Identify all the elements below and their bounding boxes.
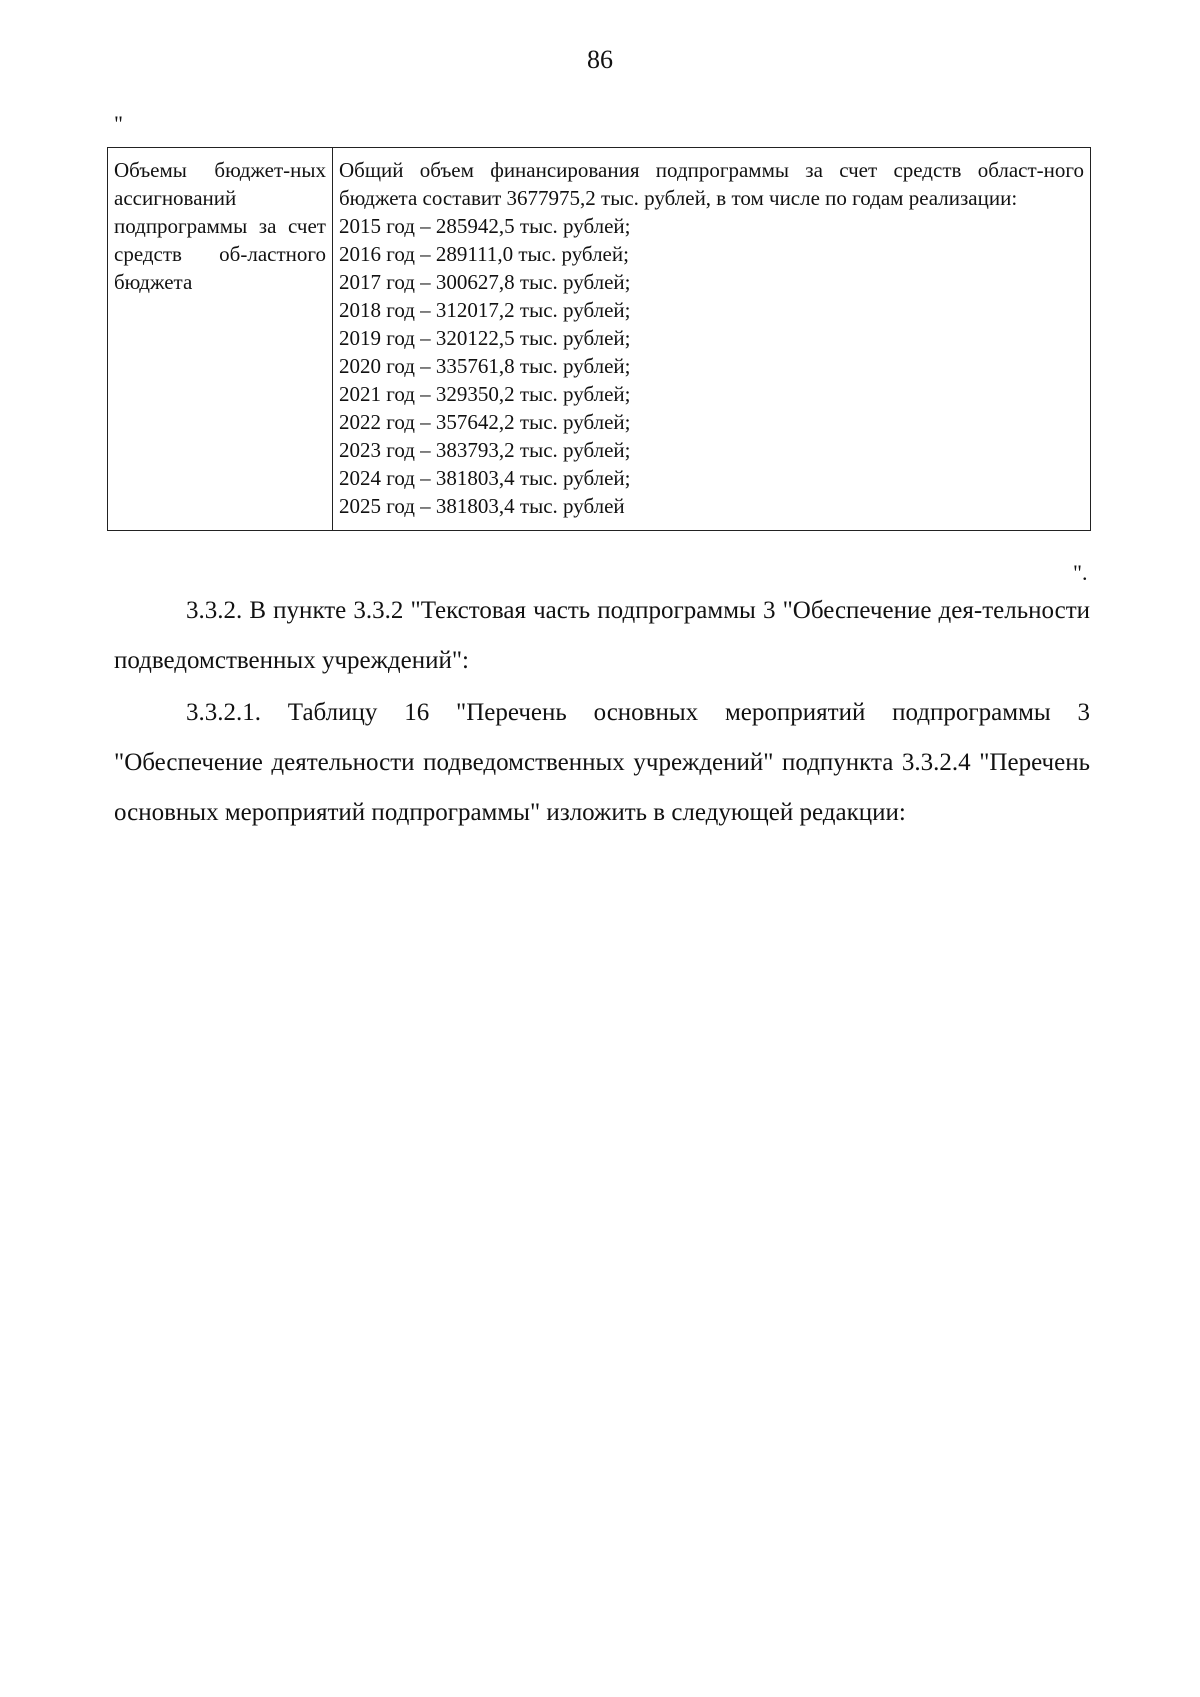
paragraph-3-3-2-1: 3.3.2.1. Таблицу 16 "Перечень основных мероприятий подпрограммы 3 "Обеспечение деятельности подведомственных учреждений" подпункта 3.3.2.4 "Перечень основных мероприятий подпрограммы" изложить в следующей редакции: bbox=[114, 699, 1090, 826]
table-label-cell: Объемы бюджет-ных ассигнований подпрограммы за счет средств об-ластного бюджета bbox=[108, 148, 333, 531]
funding-total-text: Общий объем финансирования подпрограммы за счет средств област-ного бюджета составит 3677975,2 тыс. рублей, в том числе по годам реализации: bbox=[339, 158, 1084, 210]
budget-allocation-table bbox=[107, 147, 1091, 531]
funding-year-2021: 2021 год – 329350,2 тыс. рублей; bbox=[339, 382, 631, 406]
table-value-cell bbox=[333, 148, 1091, 531]
funding-year-2023: 2023 год – 383793,2 тыс. рублей; bbox=[339, 438, 631, 462]
funding-year-2024: 2024 год – 381803,4 тыс. рублей; bbox=[339, 466, 631, 490]
closing-quote-mark: ". bbox=[1073, 560, 1088, 585]
table-row bbox=[108, 148, 1091, 531]
funding-year-2016: 2016 год – 289111,0 тыс. рублей; bbox=[339, 242, 629, 266]
funding-year-2017: 2017 год – 300627,8 тыс. рублей; bbox=[339, 270, 631, 294]
funding-year-2022: 2022 год – 357642,2 тыс. рублей; bbox=[339, 410, 631, 434]
funding-year-2019: 2019 год – 320122,5 тыс. рублей; bbox=[339, 326, 631, 350]
page-number: 86 bbox=[587, 45, 613, 74]
funding-year-2018: 2018 год – 312017,2 тыс. рублей; bbox=[339, 298, 631, 322]
funding-year-2015: 2015 год – 285942,5 тыс. рублей; bbox=[339, 214, 631, 238]
opening-quote-mark: " bbox=[114, 111, 123, 136]
funding-year-2020: 2020 год – 335761,8 тыс. рублей; bbox=[339, 354, 631, 378]
funding-year-2025: 2025 год – 381803,4 тыс. рублей bbox=[339, 494, 625, 518]
paragraph-3-3-2: 3.3.2. В пункте 3.3.2 "Текстовая часть подпрограммы 3 "Обеспечение дея-тельности подведомственных учреждений": bbox=[114, 597, 1090, 674]
document-body bbox=[114, 586, 1090, 840]
